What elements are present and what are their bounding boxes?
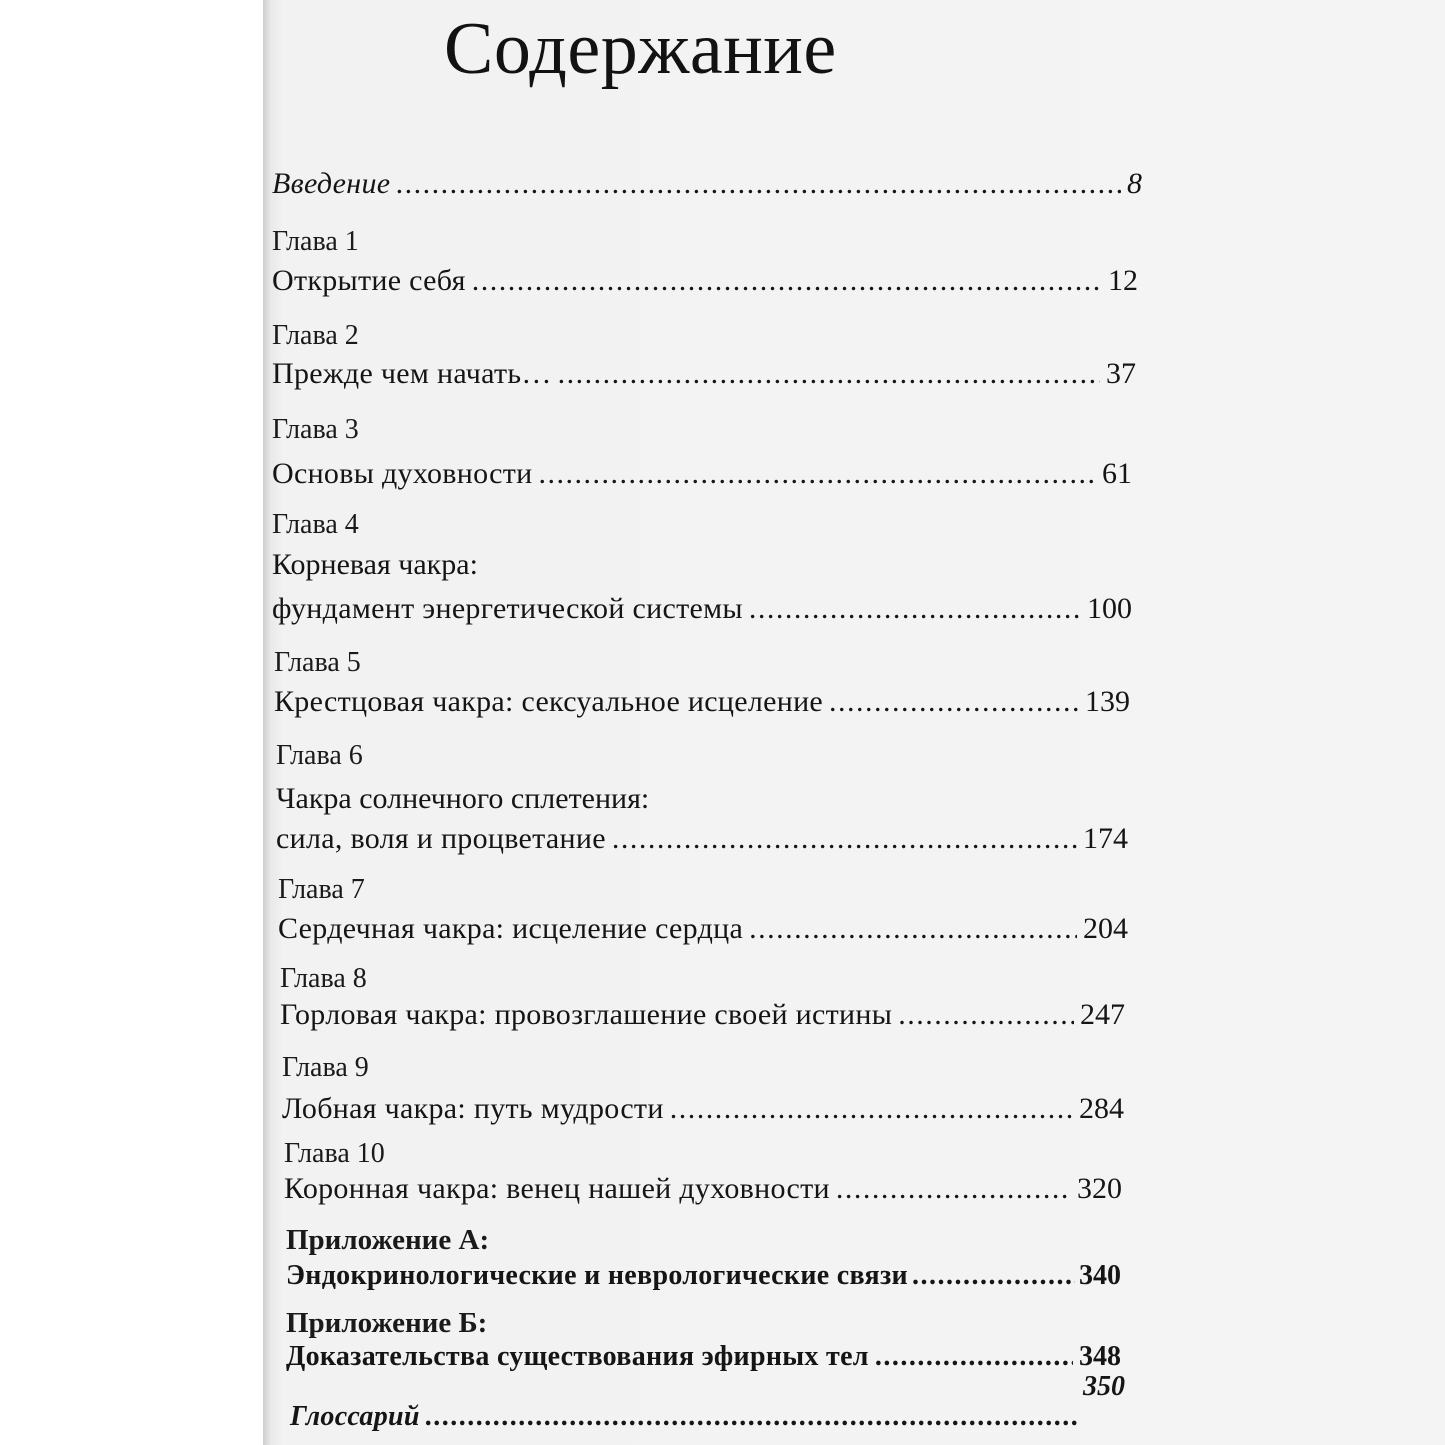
appendix-label: Приложение Б: [286, 1307, 488, 1339]
entry-page-number: 8 [1127, 167, 1142, 200]
entry-page-number: 320 [1077, 1172, 1122, 1205]
entry-page-number: 61 [1102, 457, 1132, 490]
toc-entry [290, 1371, 1125, 1436]
toc-entry [272, 165, 1142, 203]
appendix-label: Приложение А: [286, 1224, 490, 1256]
toc-entry [278, 910, 1128, 948]
entry-title: сила, воля и процветание [276, 822, 606, 855]
entry-title: Эндокринологические и неврологические связи [286, 1260, 908, 1291]
entry-title-line: Чакра солнечного сплетения: [276, 782, 650, 815]
chapter-label: Глава 10 [284, 1138, 385, 1169]
toc-entry [284, 1170, 1122, 1208]
toc-entry [272, 262, 1138, 300]
chapter-label: Глава 5 [274, 647, 361, 678]
chapter-label: Глава 7 [278, 874, 365, 905]
dot-leader [396, 165, 1121, 203]
toc-entry [286, 1257, 1121, 1295]
dot-leader [912, 1257, 1075, 1295]
entry-title: фундамент энергетической системы [272, 592, 743, 625]
chapter-label: Глава 8 [280, 963, 367, 994]
dot-leader [875, 1338, 1073, 1376]
dot-leader [836, 1170, 1071, 1208]
entry-page-number: 340 [1079, 1260, 1121, 1291]
entry-title: Крестцовая чакра: сексуальное исцеление [274, 685, 824, 718]
entry-title-line: Корневая чакра: [272, 548, 478, 581]
chapter-label: Глава 2 [272, 320, 359, 351]
entry-page-number: 204 [1083, 912, 1128, 945]
entry-title: Сердечная чакра: исцеление сердца [278, 912, 744, 945]
toc-entry [280, 996, 1125, 1034]
entry-page-number: 12 [1108, 264, 1138, 297]
entry-page-number: 174 [1083, 822, 1128, 855]
entry-title: Прежде чем начать… [272, 357, 552, 390]
page-title: Содержание [444, 8, 837, 90]
entry-page-number: 284 [1079, 1092, 1124, 1125]
dot-leader [749, 590, 1081, 628]
chapter-label: Глава 6 [276, 740, 363, 771]
toc-entry [282, 1090, 1124, 1128]
entry-title: Введение [272, 167, 391, 200]
toc-entry [274, 683, 1130, 721]
dot-leader [749, 910, 1077, 948]
entry-page-number: 139 [1085, 685, 1130, 718]
entry-title: Открытие себя [272, 264, 466, 297]
entry-title: Коронная чакра: венец нашей духовности [284, 1172, 830, 1205]
dot-leader [829, 683, 1079, 721]
entry-title: Горловая чакра: провозглашение своей истины [280, 998, 893, 1031]
toc-entry [272, 455, 1132, 493]
toc-entry [286, 1338, 1121, 1376]
entry-page-number: 37 [1106, 357, 1136, 390]
dot-leader [426, 1398, 1077, 1436]
toc-entry [272, 355, 1136, 393]
chapter-label: Глава 9 [282, 1052, 369, 1083]
toc-entry [272, 590, 1132, 628]
entry-page-number: 247 [1080, 998, 1125, 1031]
entry-title: Доказательства существования эфирных тел [286, 1341, 869, 1372]
dot-leader [539, 455, 1096, 493]
chapter-label: Глава 1 [272, 226, 359, 257]
entry-title: Лобная чакра: путь мудрости [282, 1092, 664, 1125]
dot-leader [898, 996, 1074, 1034]
chapter-label: Глава 3 [272, 414, 359, 445]
entry-page-number: 100 [1087, 592, 1132, 625]
entry-page-number: 350 [1083, 1371, 1125, 1402]
entry-title: Глоссарий [290, 1401, 420, 1432]
dot-leader [670, 1090, 1073, 1128]
dot-leader [612, 820, 1077, 858]
dot-leader [472, 262, 1102, 300]
toc-entry [276, 820, 1128, 858]
chapter-label: Глава 4 [272, 509, 359, 540]
dot-leader [558, 355, 1100, 393]
entry-title: Основы духовности [272, 457, 533, 490]
entry-page-number: 348 [1079, 1341, 1121, 1372]
